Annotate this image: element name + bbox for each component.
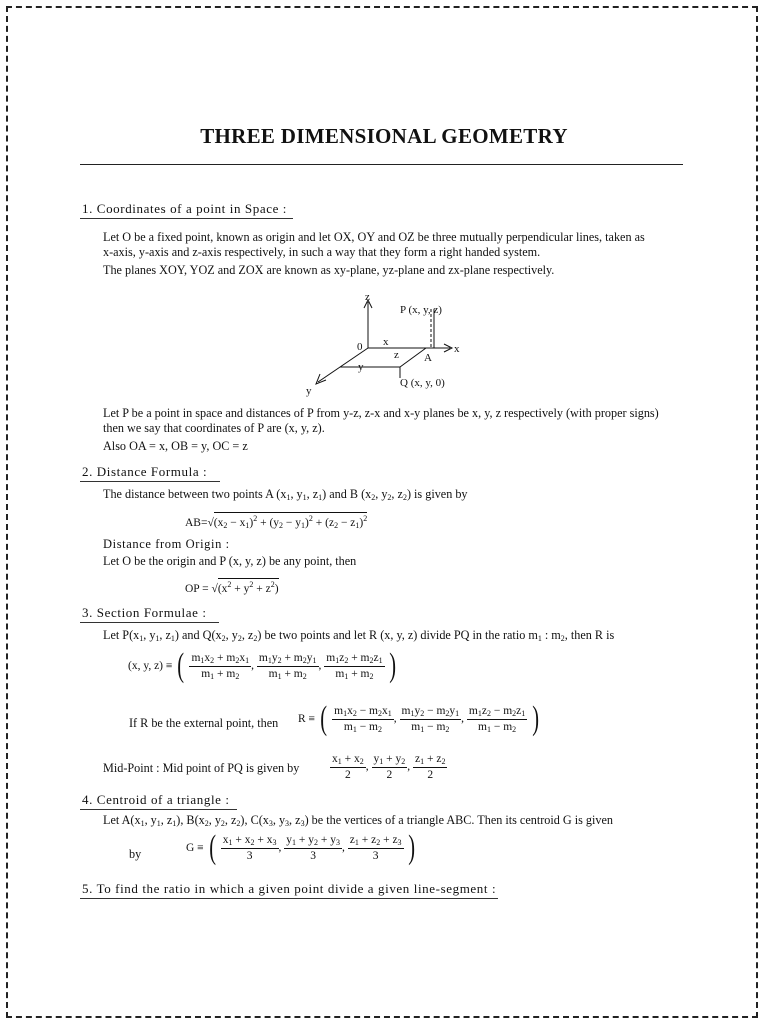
a-label: A: [424, 352, 432, 364]
s1-para-3a: Let P be a point in space and distances of P from y-z, z-x and x-y planes be x, y, z respectively (with proper signs): [103, 406, 659, 420]
section-1-heading: 1. Coordinates of a point in Space :: [82, 201, 288, 216]
midpoint-text: Mid-Point : Mid point of PQ is given by: [103, 761, 300, 775]
origin-label: 0: [357, 341, 363, 353]
distance-origin-heading: Distance from Origin :: [103, 537, 230, 551]
z-label: z: [365, 291, 370, 303]
page-border: [6, 6, 758, 1018]
section-4-underline: [80, 809, 237, 810]
page-title: THREE DIMENSIONAL GEOMETRY: [200, 124, 568, 148]
midpoint-formula: $\frac{x_1 + x_2}{2}$ , $\frac{y_1 + y_2}{2}$ , $\frac{z_1 + z_2}{2}$: [332, 753, 446, 781]
centroid-by: by: [129, 847, 142, 861]
s1-para-4: Also OA = x, OB = y, OC = z: [103, 439, 248, 453]
x-label: x: [454, 343, 460, 355]
section-3-heading: 3. Section Formulae :: [82, 605, 207, 620]
section-3-underline: [80, 622, 219, 623]
y-arrow: [316, 374, 326, 384]
rect-right: [400, 348, 426, 367]
coordinate-diagram: [300, 290, 470, 400]
s1-para-2: The planes XOY, YOZ and ZOX are known as xy-plane, yz-plane and zx-plane respectively.: [103, 263, 555, 277]
section-5-underline: [80, 898, 498, 899]
origin-distance-formula: OP = $√(x^2 + y^2 + z^2)$: [185, 580, 279, 595]
section-2-underline: [80, 481, 220, 482]
z-distance-label: z: [394, 349, 399, 361]
s1-para-3b: then we say that coordinates of P are (x, y, z).: [103, 421, 325, 435]
distance-formula: $AB=√(x_2 - x_1)^2 + (y_2 - y_1)^2 + (z_2 - z_1)^2$: [185, 514, 368, 530]
section-5-heading: 5. To find the ratio in which a given point divide a given line-segment :: [82, 881, 497, 896]
section-2-heading: 2. Distance Formula :: [82, 464, 208, 479]
y-label: y: [306, 385, 312, 397]
s3-para-1: Let $P(x_1$, $y_1$, $z_1$) and $Q(x_2$, $y_2$, $z_2$) be two points and let R (x, y, z) divide PQ in the ratio $m_1$ : $m_2$, then R is: [103, 628, 615, 643]
external-section-formula: R ≡ ( $\frac{m_1x_2 - m_2x_1}{m_1 - m_2}$ , $\frac{m_1y_2 - m_2y_1}{m_1 - m_2}$ , $\frac{m_1z_2 - m_2z_1}{m_1 - m_2}$ ): [298, 700, 540, 737]
s2-para-1: The distance between two points A ($x_1$, $y_1$, $z_1$) and B ($x_2$, $y_2$, $z_2$) is given by: [103, 487, 468, 502]
section-1-underline: [80, 218, 293, 219]
s1-para-1a: Let O be a fixed point, known as origin and let OX, OY and OZ be three mutually perpendicular lines, taken as: [103, 230, 645, 244]
s2-para-2: Let O be the origin and P (x, y, z) be any point, then: [103, 554, 357, 568]
title-rule: [80, 164, 683, 165]
x-distance-label: x: [383, 336, 389, 348]
p-label: P (x, y, z): [400, 304, 442, 316]
internal-section-formula: (x, y, z) ≡ ( $\frac{m_1x_2 + m_2x_1}{m_1 + m_2}$ , $\frac{m_1y_2 + m_2y_1}{m_1 + m_2}$ , $\frac{m_1z_2 + m_2z_1}{m_1 + m_2}$ ): [128, 647, 397, 684]
q-label: Q (x, y, 0): [400, 377, 445, 389]
s1-para-1b: x-axis, y-axis and z-axis respectively, in such a way that they form a right handed system.: [103, 245, 541, 259]
centroid-formula: G ≡ ( $\frac{x_1 + x_2 + x_3}{3}$ , $\frac{y_1 + y_2 + y_3}{3}$ , $\frac{z_1 + z_2 + z_3}{3}$ ): [186, 829, 416, 866]
external-point-text: If R be the external point, then: [129, 716, 279, 730]
s4-para-1: Let $A(x_1$, $y_1$, $z_1$), $B(x_2$, $y_2$, $z_2$), $C(x_3$, $y_3$, $z_3$) be the vertices of a triangle ABC. Then its centroid G is given: [103, 813, 614, 828]
section-4-heading: 4. Centroid of a triangle :: [82, 792, 230, 807]
y-distance-label: y: [358, 361, 364, 373]
